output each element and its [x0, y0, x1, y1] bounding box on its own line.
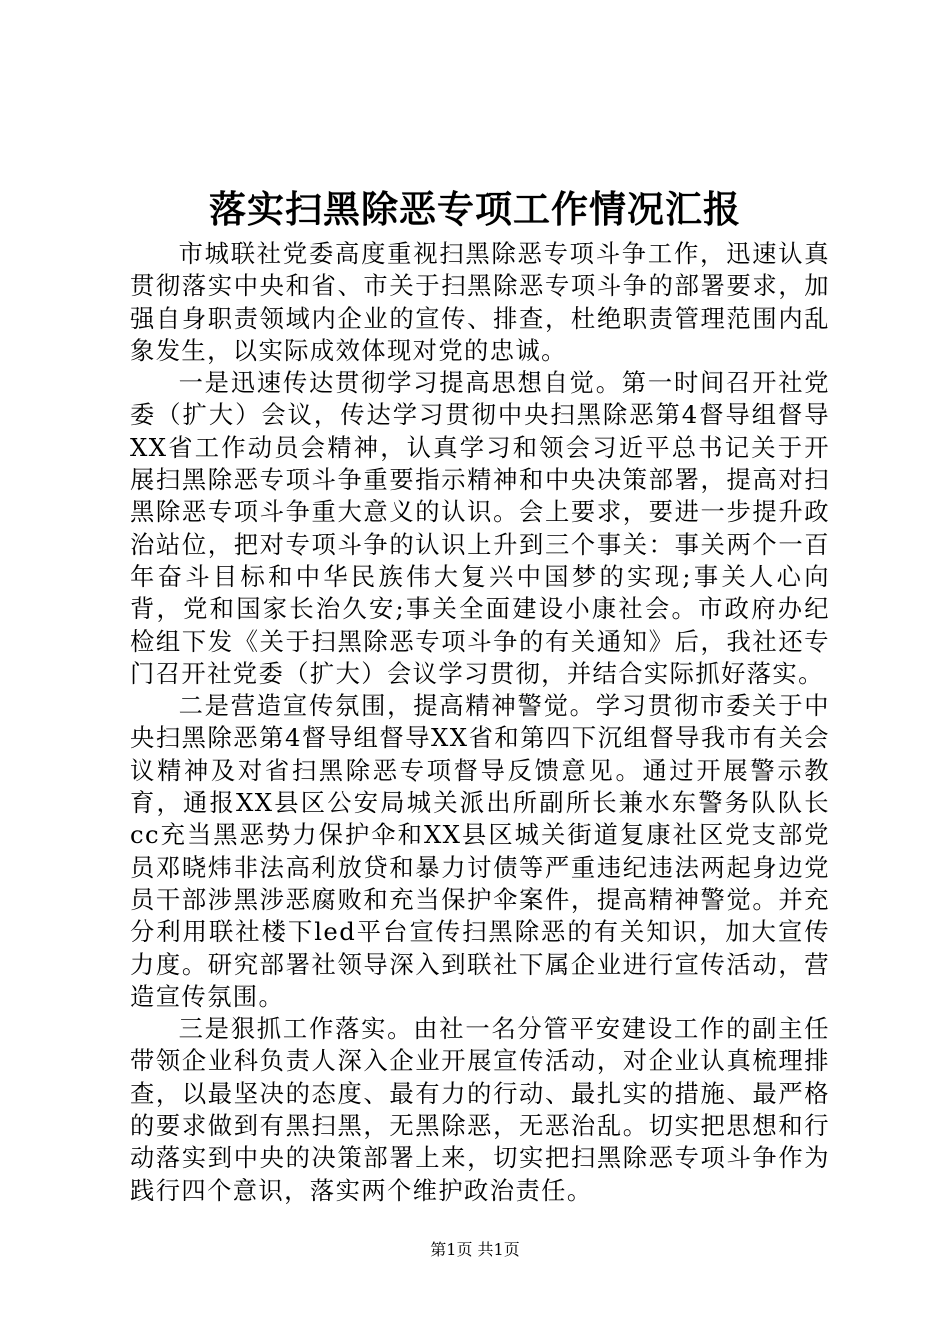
paragraph-point-two: 二是营造宣传氛围，提高精神警觉。学习贯彻市委关于中央扫黑除恶第4督导组督导XX省和第四下沉组督导我市有关会议精神及对省扫黑除恶专项督导反馈意见。通过开展警示教育，通报XX县区公安局城关派出所副所长兼水东警务队队长cc充当黑恶势力保护伞和XX县区城关街道复康社区党支部党员邓晓炜非法高利放贷和暴力讨债等严重违纪违法两起身边党员干部涉黑涉恶腐败和充当保护伞案件，提高精神警觉。并充分利用联社楼下led平台宣传扫黑除恶的有关知识，加大宣传力度。研究部署社领导深入到联社下属企业进行宣传活动，营造宣传氛围。: [130, 691, 830, 1011]
paragraph-intro: 市城联社党委高度重视扫黑除恶专项斗争工作，迅速认真贯彻落实中央和省、市关于扫黑除恶专项斗争的部署要求，加强自身职责领域内企业的宣传、排查，杜绝职责管理范围内乱象发生，以实际成效体现对党的忠诚。: [130, 239, 830, 365]
paragraph-point-one: 一是迅速传达贯彻学习提高思想自觉。第一时间召开社党委（扩大）会议，传达学习贯彻中央扫黑除恶第4督导组督导XX省工作动员会精神，认真学习和领会习近平总书记关于开展扫黑除恶专项斗争重要指示精神和中央决策部署，提高对扫黑除恶专项斗争重大意义的认识。会上要求，要进一步提升政治站位，把对专项斗争的认识上升到三个事关：事关两个一百年奋斗目标和中华民族伟大复兴中国梦的实现;事关人心向背，党和国家长治久安;事关全面建设小康社会。市政府办纪检组下发《关于扫黑除恶专项斗争的有关通知》后，我社还专门召开社党委（扩大）会议学习贯彻，并结合实际抓好落实。: [130, 368, 830, 688]
page-footer: 第1页 共1页: [430, 1240, 520, 1259]
document-title: 落实扫黑除恶专项工作情况汇报: [209, 187, 741, 231]
document-body: [130, 238, 830, 1207]
paragraph-point-three: 三是狠抓工作落实。由社一名分管平安建设工作的副主任带领企业科负责人深入企业开展宣传活动，对企业认真梳理排查，以最坚决的态度、最有力的行动、最扎实的措施、最严格的要求做到有黑扫黑，无黑除恶，无恶治乱。切实把思想和行动落实到中央的决策部署上来，切实把扫黑除恶专项斗争作为践行四个意识，落实两个维护政治责任。: [130, 1014, 830, 1205]
